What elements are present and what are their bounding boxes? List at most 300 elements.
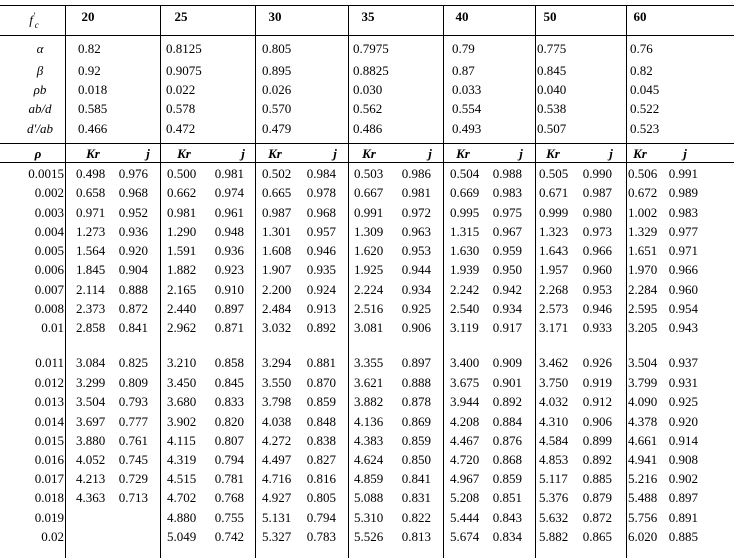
kr-value: 2.595 — [628, 301, 658, 316]
j-value: 0.831 — [401, 490, 431, 505]
kr-value: 1.301 — [262, 224, 292, 239]
rho-value: 0.007 — [34, 282, 64, 297]
kr-value: 2.516 — [354, 301, 384, 316]
kr-value: 5.131 — [262, 510, 292, 525]
kr-value: 4.941 — [628, 452, 658, 467]
kr-value: 2.373 — [76, 301, 106, 316]
rho-value: 0.013 — [34, 394, 64, 409]
kr-value: 1.323 — [539, 224, 569, 239]
j-value: 0.833 — [214, 394, 244, 409]
kr-value: 0.999 — [539, 205, 569, 220]
j-value: 0.948 — [214, 224, 244, 239]
j-value: 0.745 — [118, 452, 148, 467]
j-value: 0.919 — [582, 375, 612, 390]
kr-value: 3.299 — [76, 375, 106, 390]
kr-value: 4.136 — [354, 414, 384, 429]
param-value: 0.538 — [537, 101, 567, 116]
kr-value: 4.880 — [167, 510, 197, 525]
j-value: 0.988 — [492, 166, 522, 181]
kr-value: 4.720 — [450, 452, 480, 467]
kr-value: 3.944 — [450, 394, 480, 409]
kr-value: 4.702 — [167, 490, 197, 505]
j-value: 0.910 — [214, 282, 244, 297]
kr-value: 3.210 — [167, 355, 197, 370]
j-value: 0.906 — [401, 320, 431, 335]
kr-value: 3.081 — [354, 320, 384, 335]
column-divider — [348, 5, 349, 558]
param-value: 0.578 — [166, 101, 196, 116]
rho-value: 0.019 — [34, 510, 64, 525]
j-value: 0.816 — [306, 471, 336, 486]
j-value: 0.813 — [401, 529, 431, 544]
j-value: 0.841 — [401, 471, 431, 486]
kr-value: 1.882 — [167, 262, 197, 277]
j-value: 0.954 — [668, 301, 698, 316]
j-value: 0.881 — [306, 355, 336, 370]
j-value: 0.904 — [118, 262, 148, 277]
param-value: 0.585 — [78, 101, 108, 116]
kr-value: 4.859 — [354, 471, 384, 486]
kr-value: 4.378 — [628, 414, 658, 429]
j-value: 0.937 — [668, 355, 698, 370]
kr-value: 1.564 — [76, 243, 106, 258]
kr-value: 3.400 — [450, 355, 480, 370]
kr-value: 0.504 — [450, 166, 480, 181]
kr-value: 3.680 — [167, 394, 197, 409]
kr-value: 0.981 — [167, 205, 197, 220]
kr-value: 5.882 — [539, 529, 569, 544]
kr-value: 4.310 — [539, 414, 569, 429]
kr-value: 2.165 — [167, 282, 197, 297]
kr-value: 3.294 — [262, 355, 292, 370]
j-value: 0.838 — [306, 433, 336, 448]
kr-value: 5.488 — [628, 490, 658, 505]
param-value: 0.022 — [166, 82, 196, 97]
j-value: 0.977 — [668, 224, 698, 239]
param-label: α — [36, 41, 44, 56]
j-value: 0.868 — [492, 452, 522, 467]
grade-header: 20 — [81, 9, 95, 24]
j-value: 0.820 — [214, 414, 244, 429]
kr-value: 5.327 — [262, 529, 292, 544]
j-value: 0.952 — [118, 205, 148, 220]
j-value: 0.897 — [668, 490, 698, 505]
kr-value: 1.315 — [450, 224, 480, 239]
kr-value: 4.661 — [628, 433, 658, 448]
j-value: 0.777 — [118, 414, 148, 429]
kr-header: Kr — [86, 146, 100, 161]
j-value: 0.968 — [118, 185, 148, 200]
kr-value: 0.505 — [539, 166, 569, 181]
rho-value: 0.014 — [34, 414, 64, 429]
j-value: 0.944 — [401, 262, 431, 277]
column-divider — [160, 5, 161, 558]
j-value: 0.843 — [492, 510, 522, 525]
kr-value: 2.284 — [628, 282, 658, 297]
kr-value: 0.995 — [450, 205, 480, 220]
j-value: 0.807 — [214, 433, 244, 448]
param-label: d'/ab — [27, 121, 53, 136]
rho-header: ρ — [34, 146, 42, 161]
j-value: 0.892 — [582, 452, 612, 467]
j-value: 0.934 — [401, 282, 431, 297]
kr-value: 0.667 — [354, 185, 384, 200]
j-value: 0.959 — [492, 243, 522, 258]
param-value: 0.486 — [353, 121, 383, 136]
kr-value: 0.500 — [167, 166, 197, 181]
table-rule — [0, 162, 734, 163]
j-value: 0.899 — [582, 433, 612, 448]
j-value: 0.755 — [214, 510, 244, 525]
kr-value: 1.273 — [76, 224, 106, 239]
kr-value: 0.662 — [167, 185, 197, 200]
kr-value: 3.462 — [539, 355, 569, 370]
j-value: 0.920 — [668, 414, 698, 429]
j-value: 0.827 — [306, 452, 336, 467]
j-value: 0.902 — [668, 471, 698, 486]
param-value: 0.82 — [630, 63, 653, 78]
kr-value: 4.115 — [167, 433, 196, 448]
kr-value: 4.624 — [354, 452, 384, 467]
kr-value: 1.002 — [628, 205, 658, 220]
j-value: 0.822 — [401, 510, 431, 525]
param-label: ρb — [33, 82, 47, 97]
kr-value: 5.632 — [539, 510, 569, 525]
kr-value: 3.882 — [354, 394, 384, 409]
j-value: 0.972 — [401, 205, 431, 220]
j-value: 0.925 — [668, 394, 698, 409]
j-value: 0.950 — [492, 262, 522, 277]
j-value: 0.865 — [582, 529, 612, 544]
j-value: 0.845 — [214, 375, 244, 390]
param-value: 0.79 — [452, 41, 475, 56]
j-value: 0.936 — [214, 243, 244, 258]
kr-value: 2.224 — [354, 282, 384, 297]
j-value: 0.953 — [401, 243, 431, 258]
column-divider — [255, 5, 256, 558]
kr-value: 4.208 — [450, 414, 480, 429]
kr-value: 5.674 — [450, 529, 480, 544]
j-value: 0.869 — [401, 414, 431, 429]
kr-value: 3.799 — [628, 375, 658, 390]
rho-value: 0.004 — [34, 224, 64, 239]
kr-value: 1.845 — [76, 262, 106, 277]
kr-value: 2.962 — [167, 320, 197, 335]
j-value: 0.989 — [668, 185, 698, 200]
table-rule — [0, 143, 734, 144]
kr-value: 0.498 — [76, 166, 106, 181]
grade-header: 30 — [268, 9, 282, 24]
kr-value: 1.591 — [167, 243, 197, 258]
table-rule — [0, 35, 734, 36]
param-value: 0.7975 — [353, 41, 389, 56]
param-value: 0.87 — [452, 63, 475, 78]
kr-value: 3.550 — [262, 375, 292, 390]
kr-header: Kr — [177, 146, 191, 161]
column-divider — [65, 5, 66, 558]
j-value: 0.935 — [306, 262, 336, 277]
j-value: 0.870 — [306, 375, 336, 390]
j-value: 0.973 — [582, 224, 612, 239]
j-value: 0.936 — [118, 224, 148, 239]
j-value: 0.966 — [582, 243, 612, 258]
kr-value: 4.319 — [167, 452, 197, 467]
kr-header: Kr — [633, 146, 647, 161]
j-value: 0.974 — [214, 185, 244, 200]
column-divider — [443, 5, 444, 558]
j-value: 0.909 — [492, 355, 522, 370]
j-value: 0.946 — [306, 243, 336, 258]
grade-header: 40 — [455, 9, 469, 24]
kr-value: 0.665 — [262, 185, 292, 200]
j-value: 0.888 — [118, 282, 148, 297]
kr-value: 1.939 — [450, 262, 480, 277]
kr-value: 3.798 — [262, 394, 292, 409]
kr-value: 0.672 — [628, 185, 658, 200]
kr-value: 2.268 — [539, 282, 569, 297]
j-value: 0.942 — [492, 282, 522, 297]
j-value: 0.934 — [492, 301, 522, 316]
grade-header: 35 — [361, 9, 375, 24]
j-value: 0.912 — [582, 394, 612, 409]
kr-value: 5.117 — [539, 471, 568, 486]
kr-value: 4.853 — [539, 452, 569, 467]
kr-value: 1.290 — [167, 224, 197, 239]
kr-value: 1.620 — [354, 243, 384, 258]
grade-header: 50 — [543, 9, 557, 24]
param-value: 0.045 — [630, 82, 660, 97]
param-value: 0.9075 — [166, 63, 202, 78]
param-value: 0.493 — [452, 121, 482, 136]
j-value: 0.858 — [214, 355, 244, 370]
kr-value: 4.213 — [76, 471, 106, 486]
j-value: 0.966 — [668, 262, 698, 277]
j-value: 0.975 — [492, 205, 522, 220]
kr-header: Kr — [268, 146, 282, 161]
kr-value: 1.643 — [539, 243, 569, 258]
rho-value: 0.011 — [35, 355, 64, 370]
j-value: 0.888 — [401, 375, 431, 390]
kr-value: 0.506 — [628, 166, 658, 181]
kr-value: 5.088 — [354, 490, 384, 505]
kr-value: 5.526 — [354, 529, 384, 544]
j-value: 0.876 — [492, 433, 522, 448]
j-value: 0.884 — [492, 414, 522, 429]
rho-value: 0.006 — [34, 262, 64, 277]
j-header: j — [333, 146, 337, 161]
j-value: 0.983 — [668, 205, 698, 220]
j-value: 0.805 — [306, 490, 336, 505]
kr-value: 4.272 — [262, 433, 292, 448]
j-value: 0.825 — [118, 355, 148, 370]
param-value: 0.507 — [537, 121, 567, 136]
kr-value: 1.970 — [628, 262, 658, 277]
param-value: 0.76 — [630, 41, 653, 56]
kr-value: 4.497 — [262, 452, 292, 467]
param-value: 0.523 — [630, 121, 660, 136]
j-value: 0.879 — [582, 490, 612, 505]
kr-value: 4.090 — [628, 394, 658, 409]
kr-value: 0.671 — [539, 185, 569, 200]
rho-value: 0.002 — [34, 185, 64, 200]
kr-value: 3.902 — [167, 414, 197, 429]
param-value: 0.562 — [353, 101, 383, 116]
kr-value: 1.651 — [628, 243, 658, 258]
j-value: 0.897 — [214, 301, 244, 316]
grade-header: 25 — [174, 9, 188, 24]
j-value: 0.885 — [582, 471, 612, 486]
j-value: 0.851 — [492, 490, 522, 505]
j-value: 0.783 — [306, 529, 336, 544]
j-value: 0.961 — [214, 205, 244, 220]
rho-value: 0.012 — [34, 375, 64, 390]
kr-value: 1.630 — [450, 243, 480, 258]
rho-value: 0.01 — [41, 320, 64, 335]
kr-value: 2.484 — [262, 301, 292, 316]
kr-value: 3.355 — [354, 355, 384, 370]
j-value: 0.924 — [306, 282, 336, 297]
kr-value: 5.216 — [628, 471, 658, 486]
kr-value: 2.573 — [539, 301, 569, 316]
j-value: 0.957 — [306, 224, 336, 239]
kr-value: 5.756 — [628, 510, 658, 525]
column-divider — [626, 5, 627, 558]
param-value: 0.018 — [78, 82, 108, 97]
j-value: 0.931 — [668, 375, 698, 390]
param-label: β — [36, 63, 44, 78]
param-value: 0.040 — [537, 82, 567, 97]
j-value: 0.946 — [582, 301, 612, 316]
param-value: 0.92 — [78, 63, 101, 78]
kr-header: Kr — [546, 146, 560, 161]
param-value: 0.8125 — [166, 41, 202, 56]
kr-value: 6.020 — [628, 529, 658, 544]
param-value: 0.895 — [262, 63, 292, 78]
j-value: 0.859 — [492, 471, 522, 486]
j-value: 0.841 — [118, 320, 148, 335]
param-label: ab/d — [28, 101, 52, 116]
kr-value: 3.880 — [76, 433, 106, 448]
param-value: 0.805 — [262, 41, 292, 56]
j-value: 0.871 — [214, 320, 244, 335]
kr-value: 3.504 — [76, 394, 106, 409]
j-value: 0.981 — [214, 166, 244, 181]
j-value: 0.960 — [582, 262, 612, 277]
kr-value: 4.927 — [262, 490, 292, 505]
j-value: 0.920 — [118, 243, 148, 258]
kr-value: 5.208 — [450, 490, 480, 505]
j-value: 0.892 — [492, 394, 522, 409]
j-value: 0.908 — [668, 452, 698, 467]
kr-value: 5.376 — [539, 490, 569, 505]
j-value: 0.960 — [668, 282, 698, 297]
kr-value: 2.114 — [76, 282, 105, 297]
param-value: 0.554 — [452, 101, 482, 116]
j-value: 0.933 — [582, 320, 612, 335]
j-value: 0.761 — [118, 433, 148, 448]
j-value: 0.986 — [401, 166, 431, 181]
param-value: 0.522 — [630, 101, 660, 116]
param-value: 0.82 — [78, 41, 101, 56]
param-value: 0.845 — [537, 63, 567, 78]
kr-value: 0.991 — [354, 205, 384, 220]
kr-value: 5.049 — [167, 529, 197, 544]
rho-value: 0.0015 — [28, 166, 64, 181]
kr-value: 5.444 — [450, 510, 480, 525]
j-value: 0.914 — [668, 433, 698, 448]
j-value: 0.925 — [401, 301, 431, 316]
j-value: 0.872 — [118, 301, 148, 316]
param-value: 0.472 — [166, 121, 196, 136]
rho-value: 0.008 — [34, 301, 64, 316]
rho-value: 0.015 — [34, 433, 64, 448]
j-value: 0.891 — [668, 510, 698, 525]
j-value: 0.906 — [582, 414, 612, 429]
j-value: 0.901 — [492, 375, 522, 390]
kr-value: 3.504 — [628, 355, 658, 370]
kr-value: 3.119 — [450, 320, 479, 335]
param-value: 0.775 — [537, 41, 567, 56]
kr-value: 1.608 — [262, 243, 292, 258]
j-value: 0.971 — [668, 243, 698, 258]
kr-value: 4.467 — [450, 433, 480, 448]
kr-value: 3.084 — [76, 355, 106, 370]
j-header: j — [241, 146, 245, 161]
kr-value: 4.967 — [450, 471, 480, 486]
j-value: 0.892 — [306, 320, 336, 335]
j-value: 0.978 — [306, 185, 336, 200]
kr-value: 0.987 — [262, 205, 292, 220]
kr-value: 4.515 — [167, 471, 197, 486]
j-value: 0.793 — [118, 394, 148, 409]
j-value: 0.809 — [118, 375, 148, 390]
j-value: 0.983 — [492, 185, 522, 200]
kr-value: 2.858 — [76, 320, 106, 335]
param-value: 0.466 — [78, 121, 108, 136]
kr-value: 2.540 — [450, 301, 480, 316]
kr-value: 2.440 — [167, 301, 197, 316]
j-value: 0.980 — [582, 205, 612, 220]
kr-value: 1.309 — [354, 224, 384, 239]
kr-value: 4.052 — [76, 452, 106, 467]
j-value: 0.963 — [401, 224, 431, 239]
rho-value: 0.016 — [34, 452, 64, 467]
j-value: 0.987 — [582, 185, 612, 200]
j-value: 0.976 — [118, 166, 148, 181]
j-value: 0.953 — [582, 282, 612, 297]
kr-value: 4.032 — [539, 394, 569, 409]
kr-header: Kr — [362, 146, 376, 161]
kr-value: 2.200 — [262, 282, 292, 297]
j-value: 0.981 — [401, 185, 431, 200]
j-value: 0.917 — [492, 320, 522, 335]
kr-value: 3.205 — [628, 320, 658, 335]
kr-value: 4.363 — [76, 490, 106, 505]
kr-value: 3.032 — [262, 320, 292, 335]
j-header: j — [609, 146, 613, 161]
j-value: 0.926 — [582, 355, 612, 370]
j-value: 0.859 — [401, 433, 431, 448]
kr-value: 1.925 — [354, 262, 384, 277]
kr-value: 1.907 — [262, 262, 292, 277]
param-value: 0.033 — [452, 82, 482, 97]
j-value: 0.913 — [306, 301, 336, 316]
j-value: 0.742 — [214, 529, 244, 544]
j-value: 0.850 — [401, 452, 431, 467]
param-value: 0.570 — [262, 101, 292, 116]
j-value: 0.768 — [214, 490, 244, 505]
j-value: 0.729 — [118, 471, 148, 486]
